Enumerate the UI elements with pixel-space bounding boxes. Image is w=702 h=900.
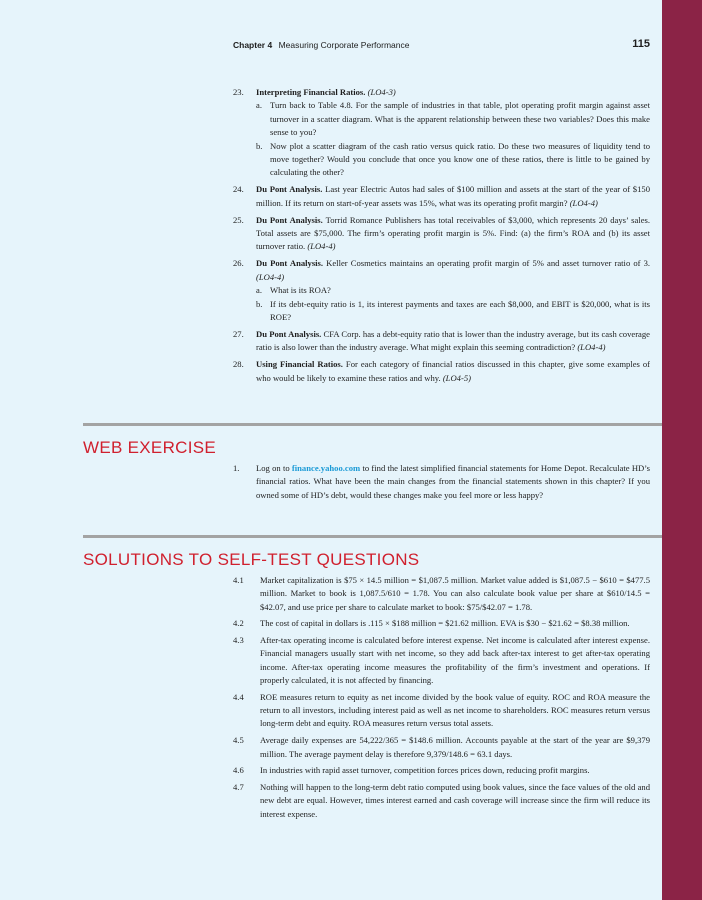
solution-text: ROE measures return to equity as net income divided by the book value of equity. ROC and ROA measure the return to all investors, including interest paid as well as net income to shareholders. ROC measures return versus long-term debt and equity. ROA measures return versus total assets. xyxy=(260,691,650,729)
solution-item xyxy=(233,734,650,761)
problem-item xyxy=(233,86,650,180)
sub-question xyxy=(256,99,650,139)
learning-objective: (LO4-4) xyxy=(256,271,285,282)
chapter-title: Measuring Corporate Performance xyxy=(278,40,410,50)
sub-text: Turn back to Table 4.8. For the sample of industries in that table, plot operating profit margin against asset turnover in a scatter diagram. What is the apparent relationship between these two variables? Does this make sense to you? xyxy=(270,100,650,138)
problem-text: Last year Electric Autos had sales of $100 million and assets at the start of the year of $150 million. If its return on start-of-year assets was 15%, what was its operating profit margin? xyxy=(256,184,650,208)
solution-text: Nothing will happen to the long-term debt ratio computed using book values, since the face values of the old and new debt are equal. However, times interest earned and cash coverage will increase since the firm will reduce its interest expense. xyxy=(260,782,650,819)
sub-text: If its debt-equity ratio is 1, its interest payments and taxes are each $8,000, and EBIT is $20,000, what is its ROE? xyxy=(270,298,650,322)
solution-text: Average daily expenses are 54,222/365 = $148.6 million. Accounts payable at the start of the year are $9,379 million. The average payment delay is therefore 9,379/148.6 = 63.1 days. xyxy=(260,735,650,759)
solution-item xyxy=(233,781,650,821)
solution-item xyxy=(233,617,650,630)
learning-objective: (LO4-4) xyxy=(307,241,336,252)
web-exercise xyxy=(233,462,650,506)
learning-objective: (LO4-4) xyxy=(577,342,606,353)
finance-yahoo-link[interactable]: finance.yahoo.com xyxy=(291,463,361,473)
solution-item xyxy=(233,574,650,614)
sub-label: a. xyxy=(256,285,262,296)
sub-text: Now plot a scatter diagram of the cash ratio versus quick ratio. Do these two measures of liquidity tend to move together? Would you conclude that once you know one of these ratios, there is little to be gained by calculating the other? xyxy=(270,140,650,178)
web-exercise-item xyxy=(233,462,650,502)
chapter-label: Chapter 4 xyxy=(233,40,273,50)
solution-text: After-tax operating income is calculated before interest expense. Net income is calculated after interest expense. Financial managers usually start with net income, so they add back after-tax interest to get after-tax operating income. After-tax operating income measures the profitability of the firm’s investment and operations. If properly calculated, it is not affected by financing. xyxy=(260,635,650,686)
problem-item xyxy=(233,257,650,324)
solution-number: 4.1 xyxy=(233,575,244,585)
solution-number: 4.6 xyxy=(233,765,244,776)
solution-number: 4.2 xyxy=(233,618,244,629)
solutions-list xyxy=(233,574,650,825)
sub-label: a. xyxy=(256,100,262,111)
solution-text: In industries with rapid asset turnover, competition forces prices down, reducing profit margins. xyxy=(260,765,590,776)
problem-item xyxy=(233,358,650,385)
problem-text: CFA Corp. has a debt-equity ratio that is lower than the industry average, but its cash coverage ratio is also lower than the industry average. What might explain this seeming contradiction? xyxy=(256,328,650,353)
section-divider xyxy=(83,423,662,426)
solution-number: 4.3 xyxy=(233,635,244,646)
problem-text: Torrid Romance Publishers has total receivables of $3,000, which represents 20 days’ sales. Total assets are $75,000. The firm’s operating profit margin is 5%. Find: (a) the firm’s ROA and (b) its asset turnover ratio. xyxy=(256,214,651,252)
problem-number: 26. xyxy=(233,258,244,269)
problem-number: 27. xyxy=(233,328,244,339)
web-text-before: Log on to xyxy=(256,463,290,473)
item-number: 1. xyxy=(233,463,240,473)
running-header xyxy=(233,40,650,54)
learning-objective: (LO4-5) xyxy=(442,372,471,383)
problem-item xyxy=(233,183,650,210)
web-exercise-heading: WEB EXERCISE xyxy=(83,438,217,457)
solution-text: Market capitalization is $75 × 14.5 million = $1,087.5 million. Market value added is $1,087.5 − $610 = $477.5 million. Market to book is 1,087.5/610 = 1.78. You can also calculate book value per share at $610/14.5 = $42.07, and use price per share to calculate market to book: $75/$42.07 = 1.78. xyxy=(260,575,650,612)
sub-question xyxy=(256,284,650,297)
page-edge-band xyxy=(662,0,702,900)
sub-label: b. xyxy=(256,298,263,309)
sub-question xyxy=(256,140,650,180)
section-divider xyxy=(83,535,662,538)
learning-objective: (LO4-3) xyxy=(367,87,396,97)
solution-number: 4.4 xyxy=(233,691,244,702)
solutions-heading: SOLUTIONS TO SELF-TEST QUESTIONS xyxy=(83,550,420,569)
problem-title: Du Pont Analysis. xyxy=(256,214,323,225)
problem-number: 28. xyxy=(233,359,244,370)
problem-number: 24. xyxy=(233,184,244,195)
problem-text: Keller Cosmetics maintains an operating profit margin of 5% and asset turnover ratio of 3. xyxy=(326,258,651,269)
web-text-after: to find the latest simplified financial statements for Home Depot. Recalculate HD’s financial ratios. What have been the main changes from the financial statements shown in this chapter? If you owned some of HD’s debt, would these changes make you feel more or less happy? xyxy=(256,463,650,500)
solution-text: The cost of capital in dollars is .115 × $188 million = $21.62 million. EVA is $30 − $21.62 = $8.38 million. xyxy=(260,618,630,629)
problem-item xyxy=(233,328,650,355)
sub-label: b. xyxy=(256,140,263,151)
solution-item xyxy=(233,764,650,777)
sub-text: What is its ROA? xyxy=(270,285,331,296)
problem-number: 23. xyxy=(233,87,244,97)
solution-number: 4.7 xyxy=(233,782,244,793)
sub-question xyxy=(256,298,650,325)
problem-number: 25. xyxy=(233,214,244,225)
problem-text: For each category of financial ratios discussed in this chapter, give some examples of who would be likely to examine these ratios and why. xyxy=(256,359,651,383)
solution-number: 4.5 xyxy=(233,735,244,746)
problem-title: Interpreting Financial Ratios. xyxy=(256,87,366,97)
page-number: 115 xyxy=(632,38,650,50)
problem-list xyxy=(233,86,650,389)
solution-item xyxy=(233,634,650,687)
problem-item xyxy=(233,214,650,254)
problem-title: Using Financial Ratios. xyxy=(256,359,343,370)
solution-item xyxy=(233,691,650,731)
problem-title: Du Pont Analysis. xyxy=(256,328,322,339)
problem-title: Du Pont Analysis. xyxy=(256,258,324,269)
problem-title: Du Pont Analysis. xyxy=(256,184,323,195)
learning-objective: (LO4-4) xyxy=(569,197,598,208)
